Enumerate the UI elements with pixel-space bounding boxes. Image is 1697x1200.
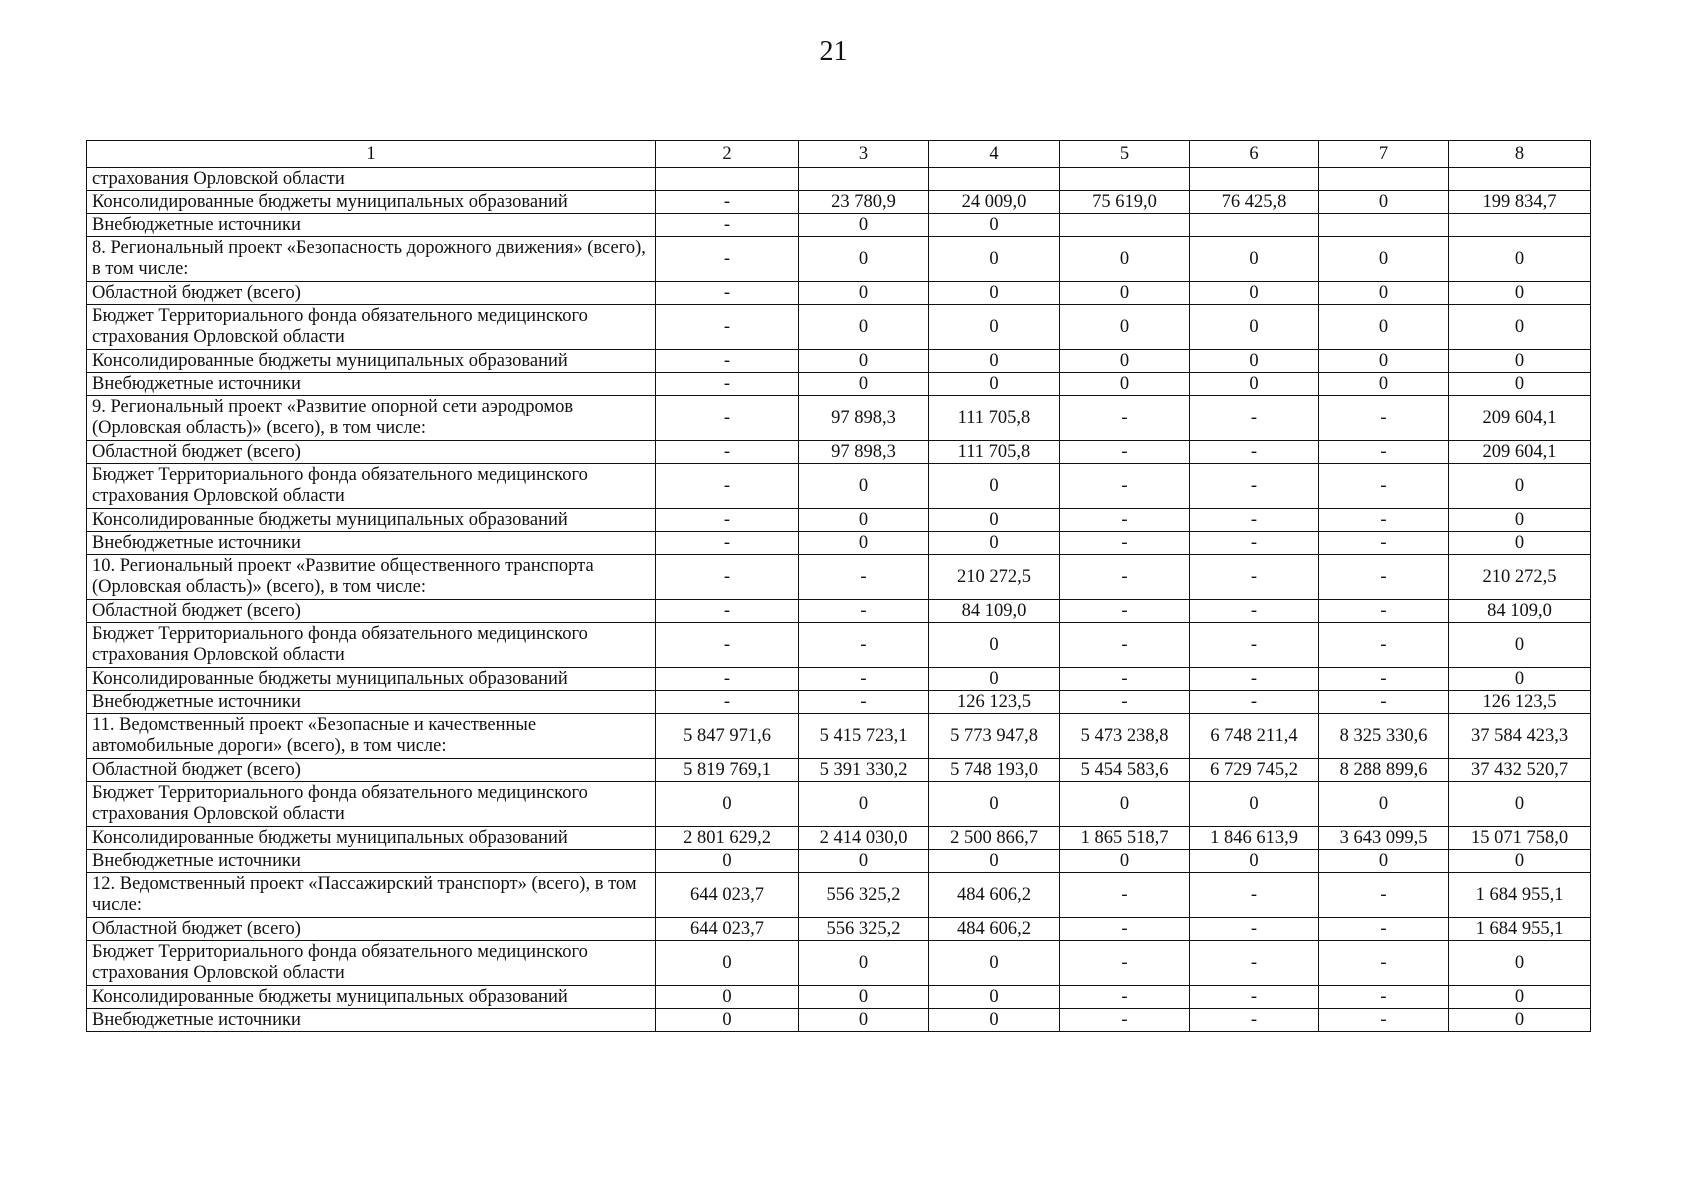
row-label: Консолидированные бюджеты муниципальных образований	[87, 191, 656, 214]
cell-col-6: -	[1190, 918, 1319, 941]
cell-col-4: 0	[929, 782, 1060, 827]
cell-col-3: 0	[799, 941, 929, 986]
cell-col-2: -	[656, 214, 799, 237]
cell-col-6: 1 846 613,9	[1190, 827, 1319, 850]
cell-col-3: 0	[799, 282, 929, 305]
page-number: 21	[819, 36, 848, 67]
cell-col-8: 0	[1449, 237, 1591, 282]
cell-col-5: 0	[1060, 850, 1190, 873]
cell-col-3: -	[799, 691, 929, 714]
cell-col-4: 0	[929, 214, 1060, 237]
row-label: Областной бюджет (всего)	[87, 600, 656, 623]
cell-col-2: 0	[656, 986, 799, 1009]
cell-col-7: -	[1319, 668, 1449, 691]
cell-col-7: 0	[1319, 237, 1449, 282]
cell-col-6: -	[1190, 873, 1319, 918]
cell-col-2: -	[656, 600, 799, 623]
cell-col-7: 3 643 099,5	[1319, 827, 1449, 850]
cell-col-4: 484 606,2	[929, 918, 1060, 941]
cell-col-2: -	[656, 373, 799, 396]
cell-col-5: 0	[1060, 282, 1190, 305]
cell-col-4: 0	[929, 373, 1060, 396]
cell-col-3: 0	[799, 986, 929, 1009]
cell-col-6: 0	[1190, 373, 1319, 396]
cell-col-6: 6 748 211,4	[1190, 714, 1319, 759]
row-label: Консолидированные бюджеты муниципальных образований	[87, 668, 656, 691]
cell-col-2: -	[656, 305, 799, 350]
table-row	[87, 305, 1591, 350]
cell-col-5: 5 454 583,6	[1060, 759, 1190, 782]
table-row	[87, 918, 1591, 941]
table-row	[87, 441, 1591, 464]
cell-col-2	[656, 168, 799, 191]
cell-col-7: -	[1319, 396, 1449, 441]
table-row	[87, 373, 1591, 396]
cell-col-2: -	[656, 623, 799, 668]
row-label: Областной бюджет (всего)	[87, 918, 656, 941]
cell-col-6: -	[1190, 441, 1319, 464]
table-row	[87, 600, 1591, 623]
table-row	[87, 168, 1591, 191]
cell-col-8: 0	[1449, 623, 1591, 668]
cell-col-6: -	[1190, 1009, 1319, 1032]
cell-col-4: 111 705,8	[929, 396, 1060, 441]
cell-col-4: 5 748 193,0	[929, 759, 1060, 782]
table-row	[87, 1009, 1591, 1032]
cell-col-6: 0	[1190, 782, 1319, 827]
budget-table	[86, 140, 1591, 1032]
table-row	[87, 464, 1591, 509]
cell-col-2: 0	[656, 782, 799, 827]
cell-col-7: -	[1319, 464, 1449, 509]
cell-col-2: -	[656, 509, 799, 532]
cell-col-8: 0	[1449, 464, 1591, 509]
cell-col-4: 2 500 866,7	[929, 827, 1060, 850]
cell-col-3: 0	[799, 532, 929, 555]
cell-col-3: 0	[799, 850, 929, 873]
row-label: Внебюджетные источники	[87, 691, 656, 714]
cell-col-3: 97 898,3	[799, 396, 929, 441]
cell-col-5: 5 473 238,8	[1060, 714, 1190, 759]
cell-col-5: 0	[1060, 237, 1190, 282]
row-label: Областной бюджет (всего)	[87, 759, 656, 782]
table-row	[87, 941, 1591, 986]
row-label: 10. Региональный проект «Развитие общественного транспорта (Орловская область)» (всего), в том числе:	[87, 555, 656, 600]
cell-col-7: -	[1319, 555, 1449, 600]
cell-col-8: 1 684 955,1	[1449, 918, 1591, 941]
cell-col-8: 0	[1449, 305, 1591, 350]
cell-col-2: 644 023,7	[656, 918, 799, 941]
cell-col-8: 210 272,5	[1449, 555, 1591, 600]
cell-col-5	[1060, 168, 1190, 191]
row-label: 8. Региональный проект «Безопасность дорожного движения» (всего), в том числе:	[87, 237, 656, 282]
cell-col-5: -	[1060, 555, 1190, 600]
cell-col-3: 0	[799, 464, 929, 509]
row-label: Бюджет Территориального фонда обязательного медицинского страхования Орловской области	[87, 782, 656, 827]
cell-col-6	[1190, 214, 1319, 237]
cell-col-5: 0	[1060, 305, 1190, 350]
cell-col-7: -	[1319, 623, 1449, 668]
cell-col-8	[1449, 168, 1591, 191]
cell-col-8: 0	[1449, 509, 1591, 532]
row-label: Внебюджетные источники	[87, 373, 656, 396]
cell-col-6: -	[1190, 668, 1319, 691]
cell-col-6: -	[1190, 464, 1319, 509]
cell-col-4: 0	[929, 509, 1060, 532]
table-row	[87, 532, 1591, 555]
cell-col-3: 556 325,2	[799, 918, 929, 941]
row-label: Бюджет Территориального фонда обязательного медицинского страхования Орловской области	[87, 464, 656, 509]
cell-col-3: 97 898,3	[799, 441, 929, 464]
cell-col-3: 0	[799, 1009, 929, 1032]
cell-col-2: -	[656, 441, 799, 464]
cell-col-7: 0	[1319, 305, 1449, 350]
table-row	[87, 714, 1591, 759]
row-label: Бюджет Территориального фонда обязательного медицинского страхования Орловской области	[87, 305, 656, 350]
cell-col-4: 484 606,2	[929, 873, 1060, 918]
cell-col-7: -	[1319, 941, 1449, 986]
cell-col-4: 0	[929, 305, 1060, 350]
cell-col-6: -	[1190, 623, 1319, 668]
cell-col-3: 5 415 723,1	[799, 714, 929, 759]
cell-col-2: 0	[656, 1009, 799, 1032]
cell-col-8: 15 071 758,0	[1449, 827, 1591, 850]
cell-col-7: 0	[1319, 373, 1449, 396]
cell-col-3: 0	[799, 305, 929, 350]
cell-col-3: 0	[799, 214, 929, 237]
row-label: Консолидированные бюджеты муниципальных образований	[87, 350, 656, 373]
cell-col-5: 0	[1060, 350, 1190, 373]
cell-col-7: 0	[1319, 350, 1449, 373]
table-row	[87, 214, 1591, 237]
cell-col-7: 0	[1319, 782, 1449, 827]
cell-col-3: 5 391 330,2	[799, 759, 929, 782]
cell-col-7: -	[1319, 600, 1449, 623]
table-row	[87, 850, 1591, 873]
cell-col-5: -	[1060, 691, 1190, 714]
row-label: 12. Ведомственный проект «Пассажирский транспорт» (всего), в том числе:	[87, 873, 656, 918]
cell-col-2: 0	[656, 850, 799, 873]
cell-col-4	[929, 168, 1060, 191]
cell-col-6: 76 425,8	[1190, 191, 1319, 214]
cell-col-4: 126 123,5	[929, 691, 1060, 714]
cell-col-2: 5 819 769,1	[656, 759, 799, 782]
cell-col-6: -	[1190, 600, 1319, 623]
cell-col-8: 0	[1449, 668, 1591, 691]
cell-col-2: -	[656, 532, 799, 555]
cell-col-5: -	[1060, 668, 1190, 691]
row-label: Областной бюджет (всего)	[87, 441, 656, 464]
cell-col-6: -	[1190, 509, 1319, 532]
cell-col-4: 0	[929, 986, 1060, 1009]
cell-col-5: -	[1060, 873, 1190, 918]
row-label: Бюджет Территориального фонда обязательного медицинского страхования Орловской области	[87, 623, 656, 668]
cell-col-4: 0	[929, 464, 1060, 509]
cell-col-7: -	[1319, 532, 1449, 555]
cell-col-8: 126 123,5	[1449, 691, 1591, 714]
cell-col-8: 0	[1449, 1009, 1591, 1032]
cell-col-2: -	[656, 555, 799, 600]
cell-col-8: 0	[1449, 350, 1591, 373]
cell-col-4: 0	[929, 282, 1060, 305]
cell-col-5: -	[1060, 441, 1190, 464]
cell-col-2: 0	[656, 941, 799, 986]
cell-col-5: 0	[1060, 373, 1190, 396]
cell-col-3: -	[799, 668, 929, 691]
table-row	[87, 191, 1591, 214]
cell-col-3	[799, 168, 929, 191]
cell-col-3: -	[799, 555, 929, 600]
cell-col-4: 0	[929, 350, 1060, 373]
cell-col-2: -	[656, 691, 799, 714]
row-label: 9. Региональный проект «Развитие опорной сети аэродромов (Орловская область)» (всего), в том числе:	[87, 396, 656, 441]
cell-col-8	[1449, 214, 1591, 237]
cell-col-7: -	[1319, 441, 1449, 464]
table-row	[87, 350, 1591, 373]
row-label: 11. Ведомственный проект «Безопасные и качественные автомобильные дороги» (всего), в том числе:	[87, 714, 656, 759]
cell-col-6: 0	[1190, 305, 1319, 350]
cell-col-3: 0	[799, 373, 929, 396]
cell-col-2: -	[656, 396, 799, 441]
row-label: Консолидированные бюджеты муниципальных образований	[87, 827, 656, 850]
cell-col-7	[1319, 214, 1449, 237]
cell-col-2: -	[656, 464, 799, 509]
row-label: страхования Орловской области	[87, 168, 656, 191]
table-row	[87, 555, 1591, 600]
table-row	[87, 691, 1591, 714]
cell-col-7: -	[1319, 691, 1449, 714]
row-label: Бюджет Территориального фонда обязательного медицинского страхования Орловской области	[87, 941, 656, 986]
cell-col-6: -	[1190, 941, 1319, 986]
cell-col-5: -	[1060, 941, 1190, 986]
cell-col-7: -	[1319, 918, 1449, 941]
cell-col-8: 84 109,0	[1449, 600, 1591, 623]
cell-col-5: -	[1060, 918, 1190, 941]
cell-col-7: 8 325 330,6	[1319, 714, 1449, 759]
cell-col-5: -	[1060, 509, 1190, 532]
cell-col-6	[1190, 168, 1319, 191]
cell-col-3: -	[799, 600, 929, 623]
cell-col-2: 2 801 629,2	[656, 827, 799, 850]
cell-col-7: -	[1319, 873, 1449, 918]
cell-col-5: -	[1060, 623, 1190, 668]
cell-col-8: 209 604,1	[1449, 441, 1591, 464]
cell-col-6: 0	[1190, 350, 1319, 373]
cell-col-4: 0	[929, 668, 1060, 691]
cell-col-4: 84 109,0	[929, 600, 1060, 623]
cell-col-8: 0	[1449, 282, 1591, 305]
cell-col-7: 0	[1319, 191, 1449, 214]
cell-col-7: -	[1319, 509, 1449, 532]
cell-col-8: 0	[1449, 986, 1591, 1009]
cell-col-6: 0	[1190, 850, 1319, 873]
cell-col-2: -	[656, 191, 799, 214]
cell-col-6: -	[1190, 396, 1319, 441]
cell-col-5: -	[1060, 532, 1190, 555]
cell-col-4: 0	[929, 850, 1060, 873]
cell-col-8: 0	[1449, 782, 1591, 827]
row-label: Внебюджетные источники	[87, 214, 656, 237]
cell-col-5: -	[1060, 464, 1190, 509]
column-header: 6	[1190, 141, 1319, 168]
table-row	[87, 396, 1591, 441]
row-label: Консолидированные бюджеты муниципальных образований	[87, 509, 656, 532]
cell-col-2: -	[656, 668, 799, 691]
cell-col-8: 0	[1449, 850, 1591, 873]
table-row	[87, 827, 1591, 850]
row-label: Внебюджетные источники	[87, 850, 656, 873]
column-header: 2	[656, 141, 799, 168]
cell-col-5: 0	[1060, 782, 1190, 827]
cell-col-3: 556 325,2	[799, 873, 929, 918]
cell-col-2: -	[656, 282, 799, 305]
table-row	[87, 623, 1591, 668]
cell-col-3: 23 780,9	[799, 191, 929, 214]
cell-col-7: 0	[1319, 282, 1449, 305]
column-header: 7	[1319, 141, 1449, 168]
table-row	[87, 237, 1591, 282]
column-header: 3	[799, 141, 929, 168]
column-header: 8	[1449, 141, 1591, 168]
cell-col-5: 75 619,0	[1060, 191, 1190, 214]
cell-col-3: 0	[799, 782, 929, 827]
cell-col-2: 5 847 971,6	[656, 714, 799, 759]
cell-col-5: -	[1060, 986, 1190, 1009]
cell-col-6: 0	[1190, 237, 1319, 282]
cell-col-4: 0	[929, 623, 1060, 668]
cell-col-6: -	[1190, 532, 1319, 555]
cell-col-6: -	[1190, 986, 1319, 1009]
cell-col-6: 6 729 745,2	[1190, 759, 1319, 782]
cell-col-7: 8 288 899,6	[1319, 759, 1449, 782]
cell-col-6: 0	[1190, 282, 1319, 305]
cell-col-2: -	[656, 350, 799, 373]
cell-col-3: 0	[799, 509, 929, 532]
cell-col-5: -	[1060, 600, 1190, 623]
column-header: 5	[1060, 141, 1190, 168]
cell-col-8: 1 684 955,1	[1449, 873, 1591, 918]
cell-col-3: -	[799, 623, 929, 668]
cell-col-8: 0	[1449, 373, 1591, 396]
row-label: Областной бюджет (всего)	[87, 282, 656, 305]
cell-col-7: -	[1319, 986, 1449, 1009]
cell-col-4: 0	[929, 532, 1060, 555]
cell-col-4: 210 272,5	[929, 555, 1060, 600]
cell-col-4: 0	[929, 1009, 1060, 1032]
cell-col-3: 0	[799, 237, 929, 282]
cell-col-8: 37 432 520,7	[1449, 759, 1591, 782]
cell-col-8: 0	[1449, 532, 1591, 555]
cell-col-4: 111 705,8	[929, 441, 1060, 464]
cell-col-7	[1319, 168, 1449, 191]
table-row	[87, 873, 1591, 918]
header-row	[87, 141, 1591, 168]
cell-col-6: -	[1190, 691, 1319, 714]
table-row	[87, 782, 1591, 827]
cell-col-2: 644 023,7	[656, 873, 799, 918]
cell-col-5: -	[1060, 1009, 1190, 1032]
table-body	[87, 141, 1591, 1032]
cell-col-5	[1060, 214, 1190, 237]
cell-col-2: -	[656, 237, 799, 282]
cell-col-7: -	[1319, 1009, 1449, 1032]
table-row	[87, 282, 1591, 305]
column-header: 4	[929, 141, 1060, 168]
cell-col-7: 0	[1319, 850, 1449, 873]
column-header: 1	[87, 141, 656, 168]
cell-col-4: 0	[929, 237, 1060, 282]
cell-col-4: 0	[929, 941, 1060, 986]
cell-col-5: 1 865 518,7	[1060, 827, 1190, 850]
table-row	[87, 668, 1591, 691]
cell-col-8: 0	[1449, 941, 1591, 986]
row-label: Внебюджетные источники	[87, 532, 656, 555]
cell-col-8: 37 584 423,3	[1449, 714, 1591, 759]
cell-col-4: 5 773 947,8	[929, 714, 1060, 759]
cell-col-3: 2 414 030,0	[799, 827, 929, 850]
table-row	[87, 509, 1591, 532]
row-label: Консолидированные бюджеты муниципальных образований	[87, 986, 656, 1009]
cell-col-5: -	[1060, 396, 1190, 441]
cell-col-6: -	[1190, 555, 1319, 600]
cell-col-8: 209 604,1	[1449, 396, 1591, 441]
table-row	[87, 986, 1591, 1009]
cell-col-4: 24 009,0	[929, 191, 1060, 214]
cell-col-8: 199 834,7	[1449, 191, 1591, 214]
table-row	[87, 759, 1591, 782]
cell-col-3: 0	[799, 350, 929, 373]
row-label: Внебюджетные источники	[87, 1009, 656, 1032]
